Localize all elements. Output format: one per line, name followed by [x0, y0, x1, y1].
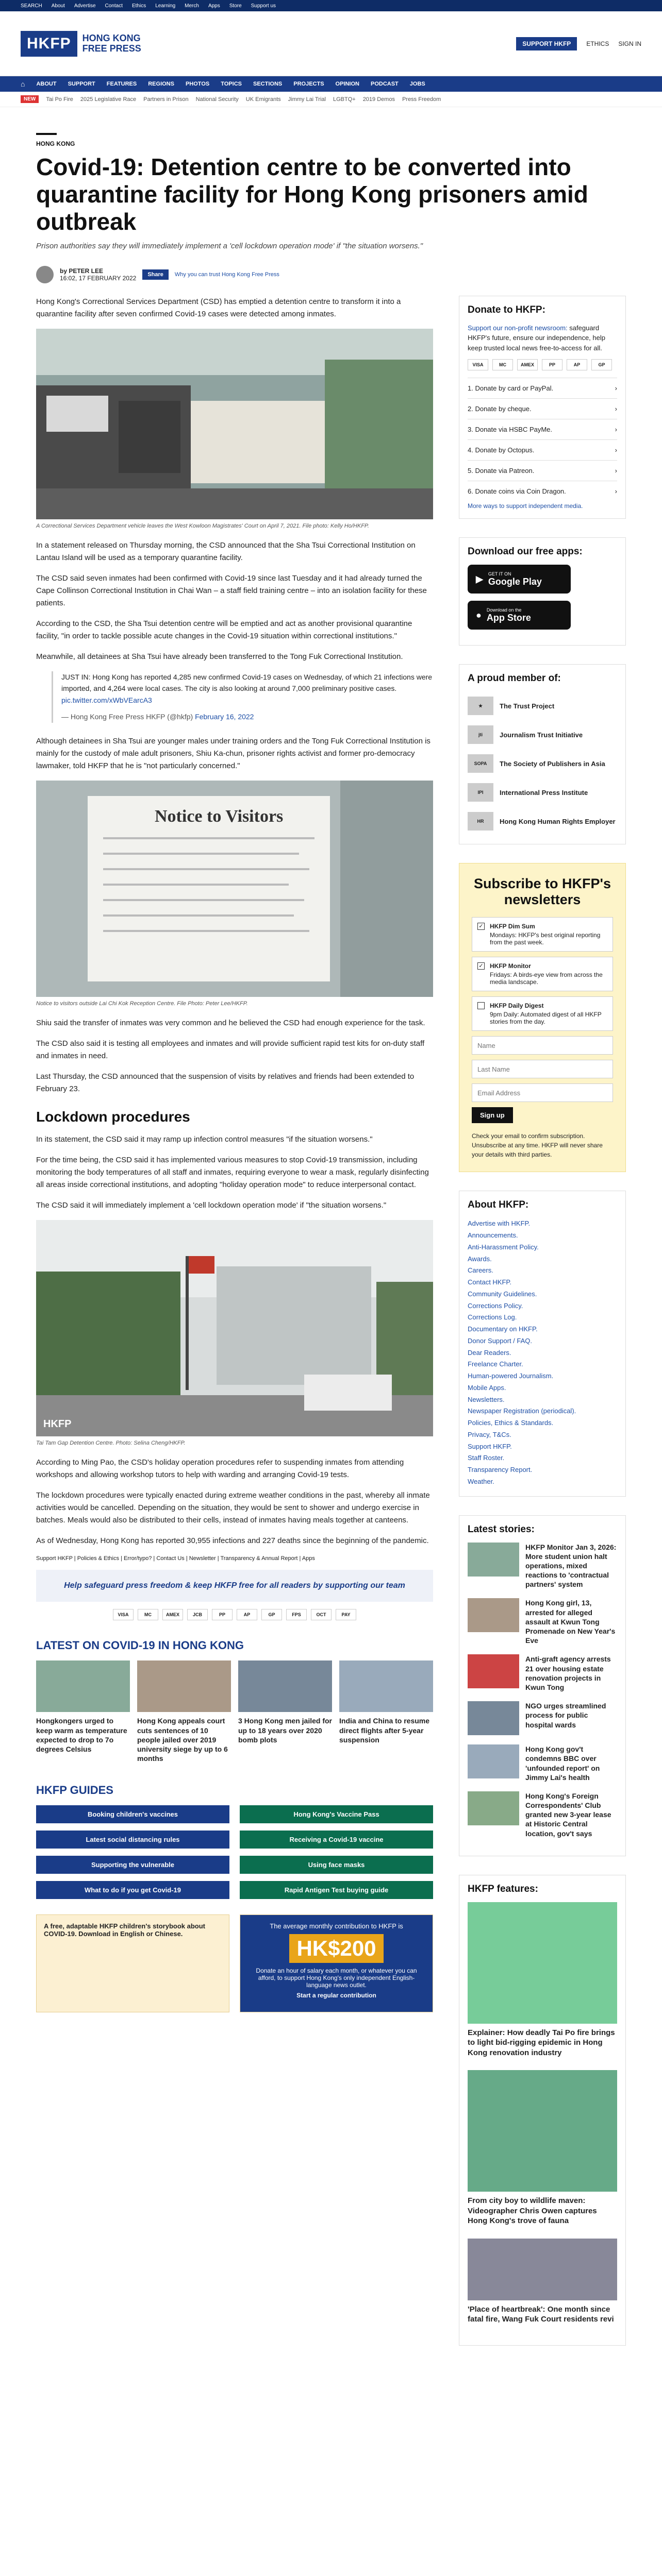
octopus-icon: OCT [311, 1609, 332, 1620]
donate-title: Donate to HKFP: [468, 304, 545, 315]
notice-board-image [36, 781, 433, 997]
story-title: Anti-graft agency arrests 21 over housing estate renovation projects in Kwun Tong [525, 1655, 611, 1691]
apple-icon: ● [476, 609, 482, 620]
card-thumbnail [339, 1660, 433, 1712]
photo-caption: A Correctional Services Department vehicle leaves the West Kowloon Magistrates' Court on April 7, 2021. File photo: Kelly Ho/HKFP. [36, 522, 369, 529]
latest-card[interactable] [36, 1660, 130, 1763]
donate-payment-icons [468, 359, 617, 370]
about-link[interactable]: Corrections Log. [468, 1313, 517, 1321]
about-link[interactable]: Corrections Policy. [468, 1301, 523, 1310]
donation-amount: HK$200 [289, 1934, 383, 1963]
mastercard-icon: MC [138, 1609, 158, 1620]
logo-name [82, 33, 141, 54]
feature-title[interactable]: 'Place of heartbreak': One month since fatal fire, Wang Fuk Court residents revi [468, 2304, 614, 2324]
donation-cta[interactable]: Start a regular contribution [296, 1992, 376, 1999]
card-thumbnail [36, 1660, 130, 1712]
about-link[interactable]: Freelance Charter. [468, 1360, 523, 1368]
checkbox-icon[interactable]: ✓ [477, 962, 485, 970]
hkfp-watermark: HKFP [43, 1418, 72, 1430]
donate-option[interactable] [468, 481, 617, 501]
about-link[interactable]: Policies, Ethics & Standards. [468, 1419, 554, 1427]
donate-option-label: 6. Donate coins via Coin Dragon. [468, 487, 566, 496]
donation-sub: Donate an hour of salary each month, or whatever you can afford, to support Hong Kong's only independent English-language news outlet. [256, 1967, 417, 1989]
article-title: Covid-19: Detention centre to be converted into quarantine facility for Hong Kong prisoners amid outbreak [36, 154, 588, 235]
human-rights-logo: HR [468, 812, 493, 831]
trending-bar [0, 92, 662, 107]
newsletter-box [459, 863, 626, 1172]
member-item[interactable] [468, 749, 617, 778]
latest-covid-heading: LATEST ON COVID-19 IN HONG KONG [36, 1639, 244, 1652]
photo-caption: Tai Tam Gap Detention Centre. Photo: Selina Cheng/HKFP. [36, 1440, 186, 1447]
share-button[interactable]: Share [142, 269, 169, 280]
app-store-label: App Store [486, 612, 531, 623]
story-title: NGO urges streamlined process for public hospital wards [525, 1702, 606, 1729]
support-us-link[interactable]: Support us [251, 3, 276, 9]
latest-card[interactable] [339, 1660, 433, 1763]
member-item[interactable] [468, 807, 617, 836]
member-name: Journalism Trust Initiative [500, 731, 583, 739]
nav-about[interactable]: ABOUT [36, 81, 57, 87]
guide-button[interactable]: Using face masks [240, 1856, 433, 1874]
chevron-right-icon: › [615, 446, 617, 454]
masthead [0, 11, 662, 76]
about-link[interactable]: Staff Roster. [468, 1454, 505, 1462]
ipi-logo: IPI [468, 783, 493, 802]
paragraph: Although detainees in Sha Tsui are younger males under training orders and the Tong Fuk Correctional Institution is mainly for the custody of male adult prisoners, Shiu Ka-chun, prisoner rights activist and former pro-democracy lawmaker, told HKFP that he is "not particularly concerned." [36, 736, 431, 770]
logo-line-2: FREE PRESS [82, 43, 141, 54]
paragraph: Meanwhile, all detainees at Sha Tsui have already been transferred to the Tong Fuk Correctional Institution. [36, 652, 403, 662]
chevron-right-icon: › [615, 426, 617, 434]
about-list [468, 1218, 617, 1487]
newsletter-desc: Fridays: A birds-eye view from across the media landscape. [490, 971, 603, 986]
feature-thumbnail[interactable] [468, 1902, 617, 2024]
feature-thumbnail[interactable] [468, 2239, 617, 2300]
paragraph: In a statement released on Thursday morning, the CSD announced that the Sha Tsui Correctional Institution on Lantau Island will be used as a temporary quarantine facility. [36, 541, 416, 563]
nav-projects[interactable]: PROJECTS [293, 81, 324, 87]
member-name: The Trust Project [500, 702, 555, 710]
newsletter-option[interactable] [472, 996, 613, 1031]
card-title: Hongkongers urged to keep warm as temperature expected to drop to 7o degrees Celsius [36, 1717, 127, 1753]
app-store-button[interactable] [468, 601, 571, 630]
chevron-right-icon: › [615, 467, 617, 475]
support-hkfp-button[interactable]: SUPPORT HKFP [516, 37, 577, 50]
paragraph: The CSD said it will immediately implement a 'cell lockdown operation mode' if "the situation worsens." [36, 1201, 387, 1210]
author-avatar [36, 266, 54, 283]
about-link[interactable]: Privacy, T&Cs. [468, 1430, 511, 1438]
google-pay-icon: GP [261, 1609, 282, 1620]
paragraph: As of Wednesday, Hong Kong has reported 30,955 infections and 227 deaths since the beginning of the pandemic. [36, 1536, 429, 1546]
support-banner[interactable]: Help safeguard press freedom & keep HKFP free for all readers by supporting our team [36, 1570, 433, 1602]
trending-item[interactable]: Press Freedom [402, 96, 441, 103]
tweet-text: JUST IN: Hong Kong has reported 4,285 new confirmed Covid-19 cases on Wednesday, of which 21 infections were imported, and 4,264 were local cases. The city is also looking at around 7,000 preliminary positive cases. [61, 673, 433, 693]
story-thumbnail [468, 1791, 519, 1825]
newsletter-name: HKFP Dim Sum [490, 923, 535, 930]
last-name-input[interactable] [472, 1060, 613, 1078]
category-kicker[interactable]: HONG KONG [36, 140, 75, 147]
sign-up-button[interactable]: Sign up [472, 1107, 513, 1123]
trending-item[interactable]: Partners in Prison [143, 96, 189, 103]
guide-button[interactable]: Latest social distancing rules [36, 1831, 229, 1849]
story-title: Hong Kong gov't condemns BBC over 'unfounded report' on Jimmy Lai's health [525, 1745, 600, 1782]
sign-in-link[interactable]: SIGN IN [618, 40, 641, 47]
payment-methods [36, 1609, 433, 1620]
story-item[interactable] [468, 1543, 617, 1589]
feature-title[interactable]: Explainer: How deadly Tai Po fire brings to light bid-rigging epidemic in Hong Kong renovation industry [468, 2028, 615, 2057]
member-item[interactable] [468, 691, 617, 720]
amex-icon: AMEX [162, 1609, 183, 1620]
story-thumbnail [468, 1543, 519, 1577]
logo-mark: HKFP [21, 31, 77, 57]
guide-button[interactable]: What to do if you get Covid-19 [36, 1881, 229, 1899]
about-link[interactable]: Mobile Apps. [468, 1383, 506, 1392]
about-link[interactable]: Contact HKFP. [468, 1278, 512, 1286]
visa-icon: VISA [468, 359, 488, 370]
member-item[interactable] [468, 720, 617, 749]
about-link[interactable]: Human-powered Journalism. [468, 1372, 554, 1380]
donate-option-label: 5. Donate via Patreon. [468, 467, 535, 475]
nav-support[interactable]: SUPPORT [68, 81, 95, 87]
donate-link[interactable]: Support our non-profit newsroom: [468, 324, 568, 332]
newsletter-desc: Mondays: HKFP's best original reporting from the past week. [490, 931, 601, 946]
story-title: Hong Kong girl, 13, arrested for alleged assault at Kwun Tong Promenade on New Year's Eve [525, 1599, 616, 1645]
detention-centre-image [36, 1220, 433, 1436]
newsletter-title: Subscribe to HKFP's newsletters [474, 876, 611, 908]
story-thumbnail [468, 1654, 519, 1688]
apps-link[interactable]: Apps [208, 3, 220, 9]
card-thumbnail [238, 1660, 332, 1712]
new-badge: NEW [21, 95, 39, 103]
nav-topics[interactable]: TOPICS [221, 81, 242, 87]
about-link[interactable]: Weather. [468, 1477, 494, 1485]
donate-option-label: 2. Donate by cheque. [468, 405, 532, 413]
about-link[interactable]: Announcements. [468, 1231, 518, 1240]
trending-item[interactable]: 2025 Legislative Race [80, 96, 137, 103]
embedded-tweet [52, 671, 433, 723]
about-link[interactable]: Anti-Harassment Policy. [468, 1243, 539, 1251]
feature-title[interactable]: From city boy to wildlife maven: Videographer Chris Owen captures Hong Kong's trove of fauna [468, 2196, 597, 2226]
apple-pay-icon: AP [567, 359, 587, 370]
section-heading: Lockdown procedures [36, 1109, 190, 1125]
donation-promo[interactable] [240, 1914, 433, 2012]
donate-option[interactable] [468, 398, 617, 419]
features-box [459, 1875, 626, 2346]
newsletter-option[interactable] [472, 957, 613, 991]
about-link[interactable]: Community Guidelines. [468, 1290, 537, 1298]
nav-sections[interactable]: SECTIONS [253, 81, 283, 87]
donate-option[interactable] [468, 439, 617, 460]
google-play-small: GET IT ON [488, 571, 511, 577]
donate-text: safeguard HKFP's future, ensure our independence, help keep trusted local news free-to-access for all. [468, 324, 605, 352]
card-thumbnail [137, 1660, 231, 1712]
google-pay-icon: GP [591, 359, 612, 370]
latest-card[interactable] [238, 1660, 332, 1763]
trending-item[interactable]: Tai Po Fire [46, 96, 73, 103]
member-box [459, 664, 626, 844]
donate-option-label: 4. Donate by Octopus. [468, 446, 535, 454]
feature-thumbnail[interactable] [468, 2070, 617, 2192]
storybook-text: A free, adaptable HKFP children's storybook about COVID-19. Download in English or Chinese. [44, 1922, 205, 1938]
donate-box [459, 296, 626, 519]
notice-title: Notice to Visitors [155, 806, 284, 826]
top-utility-bar [0, 0, 662, 11]
donation-line: The average monthly contribution to HKFP is [270, 1922, 403, 1930]
latest-title: Latest stories: [468, 1523, 535, 1535]
notice-photo [36, 781, 433, 997]
trending-item[interactable]: Jimmy Lai Trial [288, 96, 326, 103]
store-link[interactable]: Store [229, 3, 242, 9]
paragraph: For the time being, the CSD said it has implemented various measures to stop Covid-19 transmission, including monitoring the body temperatures of all staff and inmates, requiring everyone to wear a mask, regularly disinfecting all areas inside correctional institutions, and adopting "holiday operation mode" to reduce interpersonal contact. [36, 1156, 429, 1190]
story-thumbnail [468, 1701, 519, 1735]
home-icon[interactable]: ⌂ [21, 80, 25, 88]
apps-box [459, 537, 626, 646]
about-link[interactable]: Donor Support / FAQ. [468, 1336, 533, 1345]
app-store-small: Download on the [486, 607, 522, 613]
about-link[interactable]: Newspaper Registration (periodical). [468, 1407, 576, 1415]
guides-grid [36, 1805, 433, 1899]
tweet-meta [61, 711, 433, 722]
story-title: Hong Kong's Foreign Correspondents' Club granted new 3-year lease at Historic Central location, gov't says [525, 1791, 611, 1838]
contact-link[interactable]: Contact [105, 3, 123, 9]
story-thumbnail [468, 1744, 519, 1778]
member-title: A proud member of: [468, 673, 561, 684]
article-header [0, 107, 662, 283]
promo-row [36, 1914, 433, 2012]
main-nav [0, 76, 662, 92]
checkbox-icon[interactable] [477, 1002, 485, 1009]
story-item[interactable] [468, 1654, 617, 1692]
article-body [36, 296, 433, 2364]
donate-option-label: 1. Donate by card or PayPal. [468, 384, 554, 393]
latest-card[interactable] [137, 1660, 231, 1763]
ethics-link[interactable]: ETHICS [586, 40, 609, 47]
about-title: About HKFP: [468, 1199, 529, 1211]
more-ways-link[interactable]: More ways to support independent media. [468, 502, 583, 510]
advertise-link[interactable]: Advertise [74, 3, 96, 9]
guide-button[interactable]: Rapid Antigen Test buying guide [240, 1881, 433, 1899]
guide-button[interactable]: Booking children's vaccines [36, 1805, 229, 1823]
footer-links[interactable]: Support HKFP | Policies & Ethics | Error/typo? | Contact Us | Newsletter | Transparency & Annual Report | Apps [36, 1555, 315, 1562]
payme-icon: PAY [336, 1609, 356, 1620]
about-link[interactable]: Newsletters. [468, 1395, 505, 1403]
nav-jobs[interactable]: JOBS [409, 81, 425, 87]
logo-line-1: HONG KONG [82, 32, 141, 43]
tweet-date-link[interactable]: February 16, 2022 [195, 713, 254, 721]
tweet-author: — Hong Kong Free Press HKFP (@hkfp) [61, 713, 193, 721]
sopa-logo: SOPA [468, 754, 493, 773]
guide-button[interactable]: Supporting the vulnerable [36, 1856, 229, 1874]
donate-option-label: 3. Donate via HSBC PayMe. [468, 426, 553, 434]
trust-project-logo: ★ [468, 697, 493, 715]
newsletter-option[interactable] [472, 917, 613, 952]
name-input[interactable] [472, 1036, 613, 1055]
paragraph: Hong Kong's Correctional Services Department (CSD) has emptied a detention centre to transform it into a quarantine facility after seven confirmed Covid-19 cases were detected among inmates. [36, 297, 401, 318]
latest-stories-box [459, 1515, 626, 1856]
learning-link[interactable]: Learning [155, 3, 176, 9]
trending-item[interactable]: LGBTQ+ [333, 96, 356, 103]
apps-title: Download our free apps: [468, 546, 583, 557]
checkbox-icon[interactable]: ✓ [477, 923, 485, 930]
google-play-button[interactable] [468, 565, 571, 594]
email-input[interactable] [472, 1083, 613, 1102]
kicker-divider [36, 133, 57, 135]
chevron-right-icon: › [615, 405, 617, 413]
paragraph: In its statement, the CSD said it may ramp up infection control measures "if the situation worsens." [36, 1135, 373, 1144]
nav-features[interactable]: FEATURES [106, 81, 137, 87]
story-item[interactable] [468, 1598, 617, 1645]
article-subhead: Prison authorities say they will immediately implement a 'cell lockdown operation mode' if "the situation worsens." [36, 241, 423, 250]
nav-photos[interactable]: PHOTOS [185, 81, 210, 87]
google-play-label: Google Play [488, 576, 542, 587]
visa-icon: VISA [113, 1609, 134, 1620]
sidebar [459, 296, 626, 2364]
jti-logo: jti [468, 725, 493, 744]
story-item[interactable] [468, 1791, 617, 1838]
merch-link[interactable]: Merch [185, 3, 199, 9]
paragraph: The CSD said seven inmates had been confirmed with Covid-19 since last Tuesday and it had already turned the Cape Collinson Correctional Institution in Chai Wan – a staff field training centre – into an isolation facility for these patients. [36, 574, 427, 608]
member-name: The Society of Publishers in Asia [500, 759, 605, 768]
about-link[interactable]: Dear Readers. [468, 1348, 511, 1357]
street-scene-image [36, 329, 433, 519]
ethics-link[interactable]: Ethics [131, 3, 146, 9]
newsletter-desc: 9pm Daily: Automated digest of all HKFP stories from the day. [490, 1011, 602, 1026]
about-link[interactable]: About [51, 3, 65, 9]
card-title: India and China to resume direct flights after 5-year suspension [339, 1717, 430, 1744]
author-name[interactable]: by PETER LEE [60, 267, 104, 275]
trending-item[interactable]: National Security [195, 96, 239, 103]
latest-covid-grid [36, 1660, 433, 1763]
storybook-promo[interactable] [36, 1914, 229, 2012]
chevron-right-icon: › [615, 487, 617, 496]
card-title: 3 Hong Kong men jailed for up to 18 years over 2020 bomb plots [238, 1717, 333, 1744]
features-title: HKFP features: [468, 1883, 538, 1894]
guide-button[interactable]: Hong Kong's Vaccine Pass [240, 1805, 433, 1823]
about-box [459, 1191, 626, 1496]
about-link[interactable]: Documentary on HKFP. [468, 1325, 538, 1333]
byline [36, 266, 626, 283]
content-layout [0, 296, 662, 2364]
csd-vehicle-photo [36, 329, 433, 519]
guide-button[interactable]: Receiving a Covid-19 vaccine [240, 1831, 433, 1849]
photo-caption: Notice to visitors outside Lai Chi Kok Reception Centre. File Photo: Peter Lee/HKFP. [36, 1000, 248, 1007]
donate-option[interactable] [468, 378, 617, 398]
masthead-actions [516, 37, 641, 50]
story-thumbnail [468, 1598, 519, 1632]
tweet-pic-link[interactable]: pic.twitter.com/xWbVEarcA3 [61, 696, 152, 704]
story-item[interactable] [468, 1744, 617, 1782]
paragraph: The CSD also said it is testing all employees and inmates and will provide sufficient rapid test kits for on-duty staff and inmates in need. [36, 1039, 425, 1061]
paypal-icon: PP [212, 1609, 233, 1620]
search-link[interactable]: SEARCH [21, 3, 42, 9]
guides-heading: HKFP GUIDES [36, 1784, 113, 1797]
trending-item[interactable]: 2019 Demos [362, 96, 395, 103]
fps-icon: FPS [286, 1609, 307, 1620]
story-item[interactable] [468, 1701, 617, 1735]
trust-link[interactable]: Why you can trust Hong Kong Free Press [174, 271, 279, 278]
nav-regions[interactable]: REGIONS [148, 81, 174, 87]
donate-option[interactable] [468, 419, 617, 439]
about-link[interactable]: Advertise with HKFP. [468, 1219, 531, 1228]
newsletter-name: HKFP Monitor [490, 962, 531, 970]
nav-podcast[interactable]: PODCAST [370, 81, 399, 87]
paragraph: According to the CSD, the Sha Tsui detention centre will be emptied and act as another provisional quarantine facility, "in order to tackle possible acute changes in the Covid-19 situation within correctional institutions." [36, 619, 412, 641]
member-name: Hong Kong Human Rights Employer [500, 817, 616, 825]
paypal-icon: PP [542, 359, 562, 370]
paragraph: Shiu said the transfer of inmates was very common and he believed the CSD had enough experience for the task. [36, 1019, 425, 1028]
trending-item[interactable]: UK Emigrants [245, 96, 281, 103]
site-logo[interactable] [21, 31, 141, 57]
paragraph: According to Ming Pao, the CSD's holiday operation procedures refer to suspending inmates from attending workshops and allowing workshop tutors to help with warding and arranging Covid-19 tests. [36, 1458, 404, 1480]
jcb-icon: JCB [187, 1609, 208, 1620]
story-title: HKFP Monitor Jan 3, 2026: More student union halt operations, mixed reactions to 'contractual partners' system [525, 1543, 617, 1589]
paragraph: The lockdown procedures were typically enacted during extreme weather conditions in the past, whereby all inmate activities would be cancelled. Depending on the situation, they would be sent to shower and undergo exercise in batches. Meals would also be distributed to their cells, instead of inmates having meals together at canteens. [36, 1491, 430, 1525]
newsletter-name: HKFP Daily Digest [490, 1002, 544, 1010]
donate-option[interactable] [468, 460, 617, 481]
detention-centre-photo [36, 1220, 433, 1436]
member-item[interactable] [468, 778, 617, 807]
publish-date: 16:02, 17 FEBRUARY 2022 [60, 274, 137, 282]
about-link[interactable]: Awards. [468, 1255, 492, 1263]
paragraph: Last Thursday, the CSD announced that the suspension of visits by relatives and friends had been extended to February 23. [36, 1072, 415, 1094]
chevron-right-icon: › [615, 384, 617, 393]
newsletter-disclaimer: Check your email to confirm subscription. Unsubscribe at any time. HKFP will never share your details with third parties. [472, 1132, 603, 1159]
apple-pay-icon: AP [237, 1609, 257, 1620]
about-link[interactable]: Transparency Report. [468, 1466, 533, 1474]
about-link[interactable]: Careers. [468, 1266, 493, 1275]
nav-opinion[interactable]: OPINION [335, 81, 359, 87]
about-link[interactable]: Support HKFP. [468, 1442, 512, 1450]
amex-icon: AMEX [517, 359, 538, 370]
mastercard-icon: MC [492, 359, 513, 370]
card-title: Hong Kong appeals court cuts sentences of 10 people jailed over 2019 university siege by up to 6 months [137, 1717, 228, 1763]
member-name: International Press Institute [500, 788, 588, 796]
google-play-icon: ▶ [476, 573, 483, 584]
